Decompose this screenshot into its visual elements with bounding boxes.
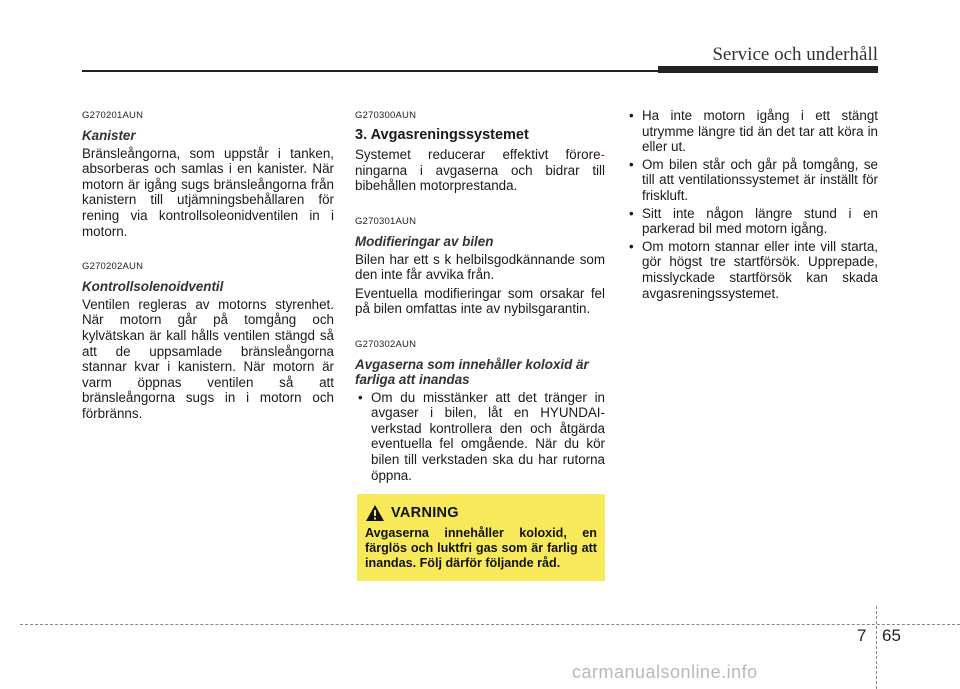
subheading-kanister: Kanister	[82, 127, 136, 143]
paragraph-solenoid: Ventilen regleras av motorns styrenhet. När motorn går på tomgång och kylvätskan är kall hålls ventilen stängd så att de uppsamlade bränsleångorna stannar kvar i kanistern. När motorn är varm öppnas ventilen så att bränsleångorna sugs in i motorn och förbränns.	[82, 296, 334, 421]
section-code: G270302AUN	[355, 338, 417, 350]
paragraph-warranty: Eventuella modifieringar som orsakar fel på bilen omfattas inte av nybilsgarantin.	[355, 285, 605, 317]
warning-triangle-icon	[365, 504, 385, 522]
footer-divider	[876, 606, 877, 689]
section-title: Service och underhåll	[712, 44, 878, 65]
warning-title: VARNING	[391, 505, 459, 521]
section-code: G270300AUN	[355, 110, 417, 121]
header-rule	[82, 70, 658, 72]
section-code: G270201AUN	[82, 110, 144, 121]
paragraph-approval: Bilen har ett s k helbilsgodkännande som den inte får avvika från.	[355, 251, 605, 283]
page-number: 65	[882, 626, 901, 645]
chapter-number: 7	[857, 626, 867, 645]
subheading-co-danger: Avgaserna som innehåller koloxid är farliga att inandas	[355, 356, 589, 387]
header-bar	[658, 66, 878, 73]
warning-box	[357, 494, 605, 581]
list-item: • Om du misstänker att det tränger in avgaser i bilen, låt en HYUNDAI-verkstad kontrollera den och åtgärda eventuella fel omgående. När du kör bilen till verkstaden ska du har rutorna öppna.	[355, 390, 605, 484]
column-right	[626, 108, 878, 303]
section-heading: 3. Avgasreningssystemet	[355, 126, 529, 143]
column-middle	[355, 108, 605, 485]
footer-rule	[20, 624, 960, 625]
section-code: G270202AUN	[82, 261, 144, 273]
bullet-list	[355, 390, 605, 484]
list-item: • Om motorn stannar eller inte vill starta, gör högst tre startförsök. Upprepade, misslyckade startförsök kan skada avgasreningssystemet.	[626, 239, 878, 301]
subheading-modifications: Modifieringar av bilen	[355, 233, 494, 249]
warning-text: Avgaserna innehåller koloxid, en färglös och luktfri gas som är farlig att inandas. Följ därför följande råd.	[365, 526, 597, 570]
paragraph-kanister: Bränsleångorna, som uppstår i tanken, absorberas och samlas i en kanister. När motorn är igång sugs bränsleångorna från kanistern till utjämningsbehållaren för rening via kontrollsoleonidventilen in i motorn.	[82, 145, 334, 239]
watermark: carmanualsonline.info	[572, 662, 758, 682]
list-item: • Sitt inte någon längre stund i en parkerad bil med motorn igång.	[626, 206, 878, 237]
list-item: • Om bilen står och går på tomgång, se till att ventilationssystemet är inställt för friskluft.	[626, 157, 878, 204]
subheading-solenoid: Kontrollsolenoidventil	[82, 278, 224, 294]
column-left	[82, 108, 334, 425]
list-item: • Ha inte motorn igång i ett stängt utrymme längre tid än det tar att köra in eller ut.	[626, 108, 878, 155]
section-code: G270301AUN	[355, 215, 417, 227]
paragraph-system: Systemet reducerar effektivt förore- ningarna i avgaserna och bidrar till bibehållen motorprestanda.	[355, 147, 605, 194]
bullet-list	[626, 108, 878, 301]
